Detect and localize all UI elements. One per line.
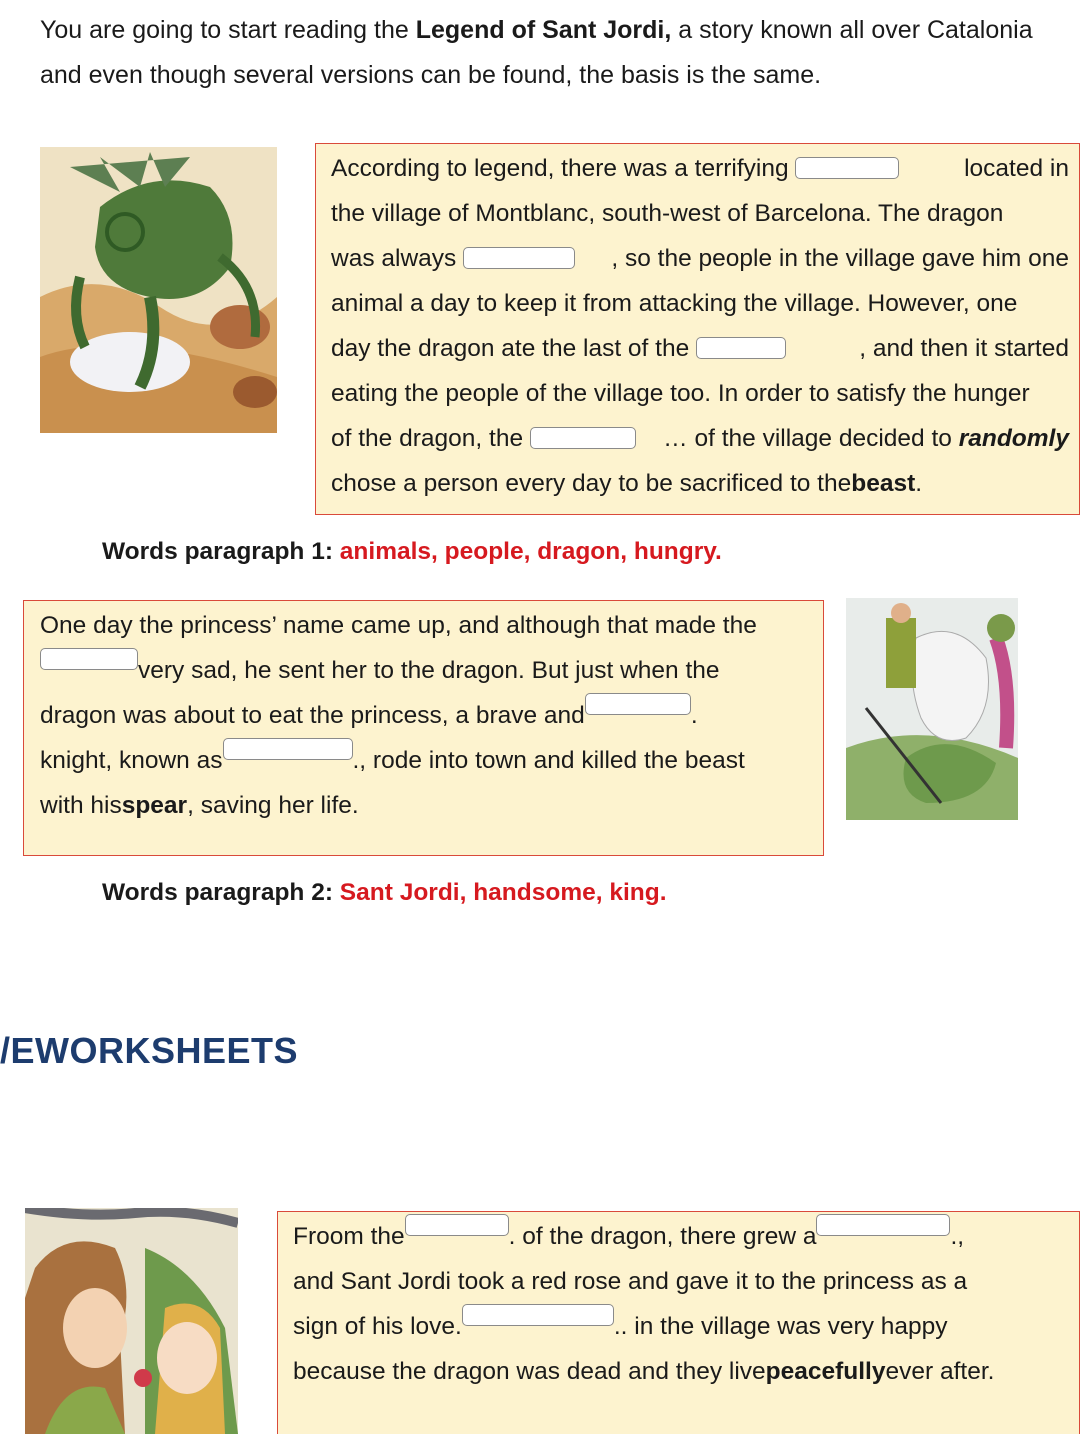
paragraph-1-line: animal a day to keep it from attacking the village. However, one [331,290,1018,317]
paragraph-2-line: dragon was about to eat the princess, a brave and . [40,693,811,738]
blank-input-2[interactable] [463,247,575,269]
blank-input-7[interactable] [223,738,353,760]
blank-input-10[interactable] [462,1304,614,1326]
paragraph-3-line: Froom the . of the dragon, there grew a ., [293,1214,1067,1259]
paragraph-1-box [315,143,1080,515]
intro-line-1: You are going to start reading the Legend of Sant Jordi, a story known all over Catalonia [40,16,1033,44]
paragraph-1-line: eating the people of the village too. In order to satisfy the hunger [331,380,1030,407]
blank-input-1[interactable] [795,157,899,179]
paragraph-1-line: According to legend, there was a terrifying located in [331,155,1069,182]
paragraph-1-line: of the dragon, the … of the village decided to randomly [331,425,1069,452]
paragraph-3-line: and Sant Jordi took a red rose and gave it to the princess as a [293,1268,968,1295]
words-paragraph-1: Words paragraph 1: animals, people, dragon, hungry. [102,538,722,565]
knight-illustration [846,598,1018,820]
blank-input-4[interactable] [530,427,636,449]
blank-input-3[interactable] [696,337,786,359]
paragraph-1-line: was always , so the people in the village gave him one [331,245,1069,272]
paragraph-3-line: sign of his love. .. in the village was very happy [293,1304,1067,1349]
paragraph-1-line: day the dragon ate the last of the , and then it started [331,335,1069,362]
blank-input-9[interactable] [816,1214,950,1236]
paragraph-2-line: knight, known as ., rode into town and killed the beast [40,738,811,783]
paragraph-1-line: chose a person every day to be sacrificed to the beast . [331,470,923,497]
paragraph-1-line: the village of Montblanc, south-west of Barcelona. The dragon [331,200,1004,227]
words-paragraph-2: Words paragraph 2: Sant Jordi, handsome, king. [102,879,667,906]
intro-text [40,8,1080,98]
blank-input-8[interactable] [405,1214,509,1236]
paragraph-3-line: because the dragon was dead and they live peacefully ever after. [293,1358,995,1385]
intro-line-2: and even though several versions can be found, the basis is the same. [40,61,822,89]
paragraph-2-line: One day the princess’ name came up, and although that made the [40,612,757,639]
paragraph-2-line: very sad, he sent her to the dragon. But just when the [40,648,811,693]
princess-illustration [25,1208,238,1434]
blank-input-6[interactable] [585,693,691,715]
paragraph-3-box [277,1211,1080,1434]
paragraph-2-box [23,600,824,856]
dragon-illustration [40,147,277,433]
liveworksheets-logo-text: /EWORKSHEETS [0,1030,299,1071]
blank-input-5[interactable] [40,648,138,670]
paragraph-2-line: with his spear , saving her life. [40,792,359,819]
